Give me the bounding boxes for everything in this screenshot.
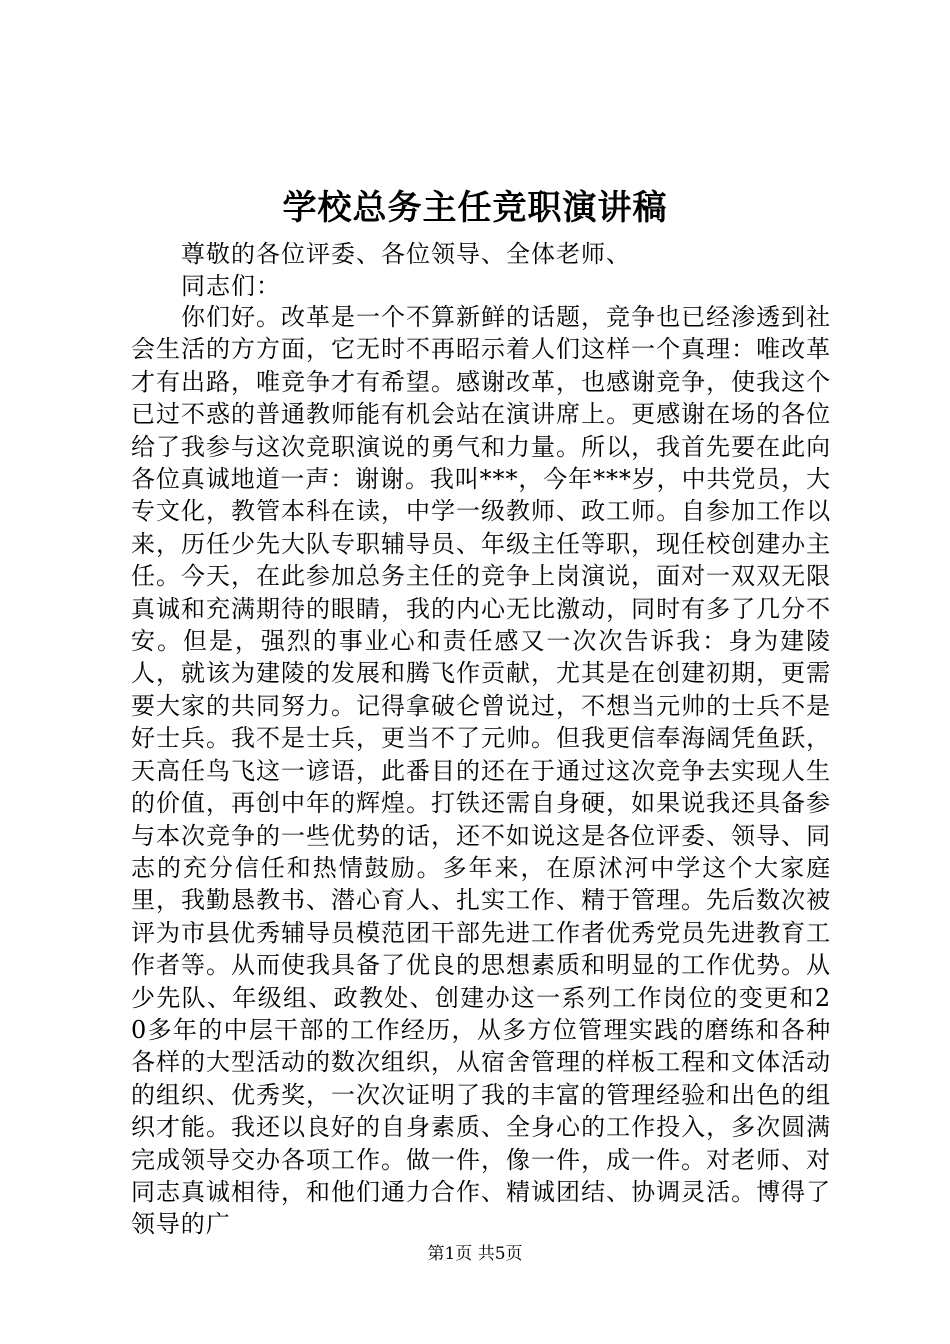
salutation-line-1: 尊敬的各位评委、各位领导、全体老师、 — [181, 240, 631, 268]
page-footer: 第1页 共5页 — [427, 1244, 523, 1264]
salutation-line-2: 同志们： — [181, 272, 281, 300]
document-title: 学校总务主任竞职演讲稿 — [282, 188, 668, 228]
body-paragraph: 你们好。改革是一个不算新鲜的话题，竞争也已经渗透到社会生活的方方面，它无时不再昭示着人们这样一个真理：唯改革才有出路，唯竞争才有希望。感谢改革，也感谢竞争，使我这个已过不惑的普通教师能有机会站在演讲席上。更感谢在场的各位给了我参与这次竞职演说的勇气和力量。所以，我首先要在此向各位真诚地道一声：谢谢。我叫***，今年***岁，中共党员，大专文化，教管本科在读，中学一级教师、政工师。自参加工作以来，历任少先大队专职辅导员、年级主任等职，现任校创建办主任。今天，在此参加总务主任的竞争上岗演说，面对一双双无限真诚和充满期待的眼睛，我的内心无比激动，同时有多了几分不安。但是，强烈的事业心和责任感又一次次告诉我：身为建陵人，就该为建陵的发展和腾飞作贡献，尤其是在创建初期，更需要大家的共同努力。记得拿破仑曾说过，不想当元帅的士兵不是好士兵。我不是士兵，更当不了元帅。但我更信奉海阔凭鱼跃，天高任鸟飞这一谚语，此番目的还在于通过这次竞争去实现人生的价值，再创中年的辉煌。打铁还需自身硬，如果说我还具备参与本次竞争的一些优势的话，还不如说这是各位评委、领导、同志的充分信任和热情鼓励。多年来，在原沭河中学这个大家庭里，我勤恳教书、潜心育人、扎实工作、精于管理。先后数次被评为市县优秀辅导员模范团干部先进工作者优秀党员先进教育工作者等。从而使我具备了优良的思想素质和明显的工作优势。从少先队、年级组、政教处、创建办这一系列工作岗位的变更和20多年的中层干部的工作经历，从多方位管理实践的磨练和各种各样的大型活动的数次组织，从宿舍管理的样板工程和文体活动的组织、优秀奖，一次次证明了我的丰富的管理经验和出色的组织才能。我还以良好的自身素质、全身心的工作投入，多次圆满完成领导交办各项工作。做一件，像一件，成一件。对老师、对同志真诚相待，和他们通力合作、精诚团结、协调灵活。博得了领导的广 — [131, 303, 831, 1239]
